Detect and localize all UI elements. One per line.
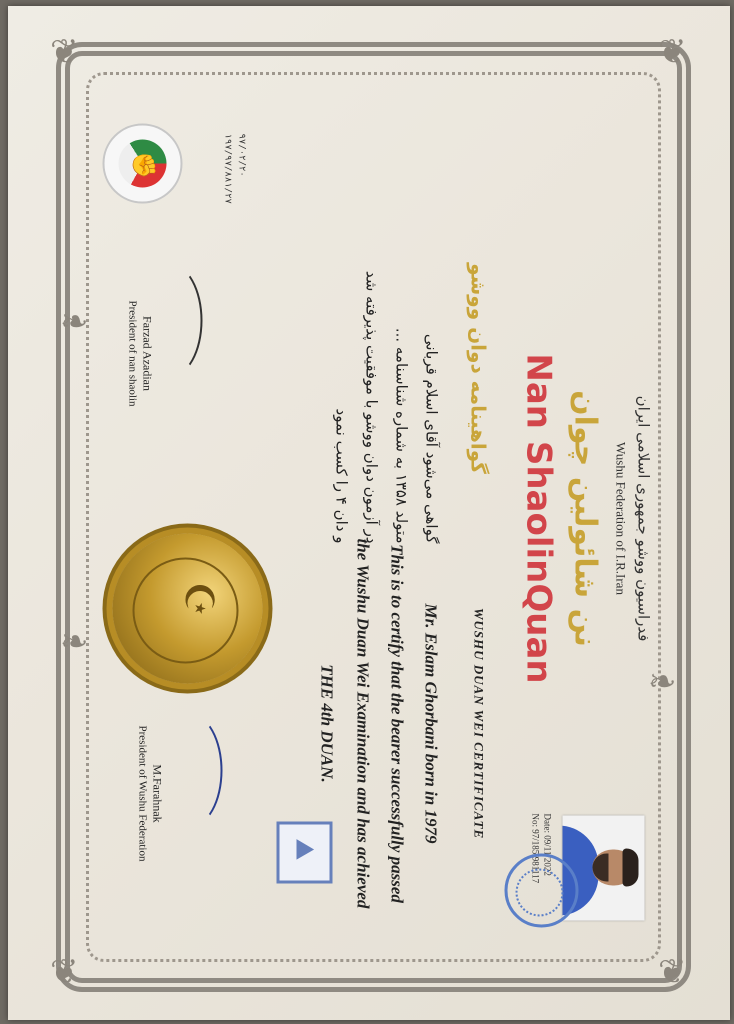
certificate-title-en: WUSHU DUAN WEI CERTIFICATE <box>471 607 487 840</box>
leaf-ornament-icon: ❧ <box>60 624 89 661</box>
corner-ornament-icon: ❦ <box>658 34 687 71</box>
leaf-ornament-icon: ❧ <box>60 304 89 341</box>
leaf-ornament-icon: ❧ <box>648 664 677 701</box>
certificate-text-en-line: the Wushu Duan Wei Examination and has achieved <box>353 538 373 909</box>
style-name-fa: نن شائولین چوان <box>567 390 603 647</box>
certificate-text-fa-line: و دان ۴ را کسب نمود <box>332 408 351 544</box>
corner-ornament-icon: ❦ <box>50 34 79 71</box>
corner-ornament-icon: ❦ <box>50 954 79 991</box>
gold-seal-icon: ☪ <box>113 534 263 684</box>
right-signatory-name: Farzad Azadian <box>140 316 155 391</box>
photo-number: No: 97/185/981117 <box>530 813 541 884</box>
certificate-text-en-line: THE 4th DUAN. <box>317 664 337 783</box>
registration-line: ٩٧/٠٢/٢٠ <box>236 133 247 177</box>
certificate-text-fa-line: در آزمون دوان ووشو با موفقیت پذیرفته شد <box>362 270 381 544</box>
federation-logo-icon: ⛰ <box>277 822 333 884</box>
style-name-en: Nan ShaolinQuan <box>518 353 559 684</box>
certificate-text-en-line: This is to certify that the bearer successfully passed <box>387 544 407 903</box>
blue-stamp-icon <box>505 854 579 928</box>
left-signatory-title: President of Wushu Federation <box>136 725 149 862</box>
federation-name-en: Wushu Federation of I.R.Iran <box>613 442 629 595</box>
right-signatory-title: President of nan shaolin <box>126 300 139 407</box>
certificate-text-en-line: Mr. Eslam Ghorbani born in 1979 <box>421 603 441 844</box>
certificate-text-fa-line: گواهی می‌شود آقای اسلام قربانی <box>422 333 441 544</box>
certificate-sheet <box>8 6 730 1020</box>
certificate-title-fa: گواهینامه دوان ووشو <box>466 263 491 474</box>
nan-shaolin-logo-icon: ✊ <box>103 124 183 204</box>
left-signatory-name: M.Farahnak <box>150 764 165 823</box>
corner-ornament-icon: ❦ <box>658 954 687 991</box>
federation-name-fa: فدراسیون ووشو جمهوری اسلامی ایران <box>634 395 653 642</box>
certificate-text-fa-line: متولد ۱۳۵۸ به شماره شناسنامه ... <box>392 327 411 544</box>
photo-date: Date: 09/11/2022 <box>542 813 553 876</box>
certificate-content <box>88 74 663 964</box>
registration-line: ١٩٧/٩٧/٨٨١/٢٧ <box>222 133 233 204</box>
left-signature-icon <box>159 714 223 828</box>
